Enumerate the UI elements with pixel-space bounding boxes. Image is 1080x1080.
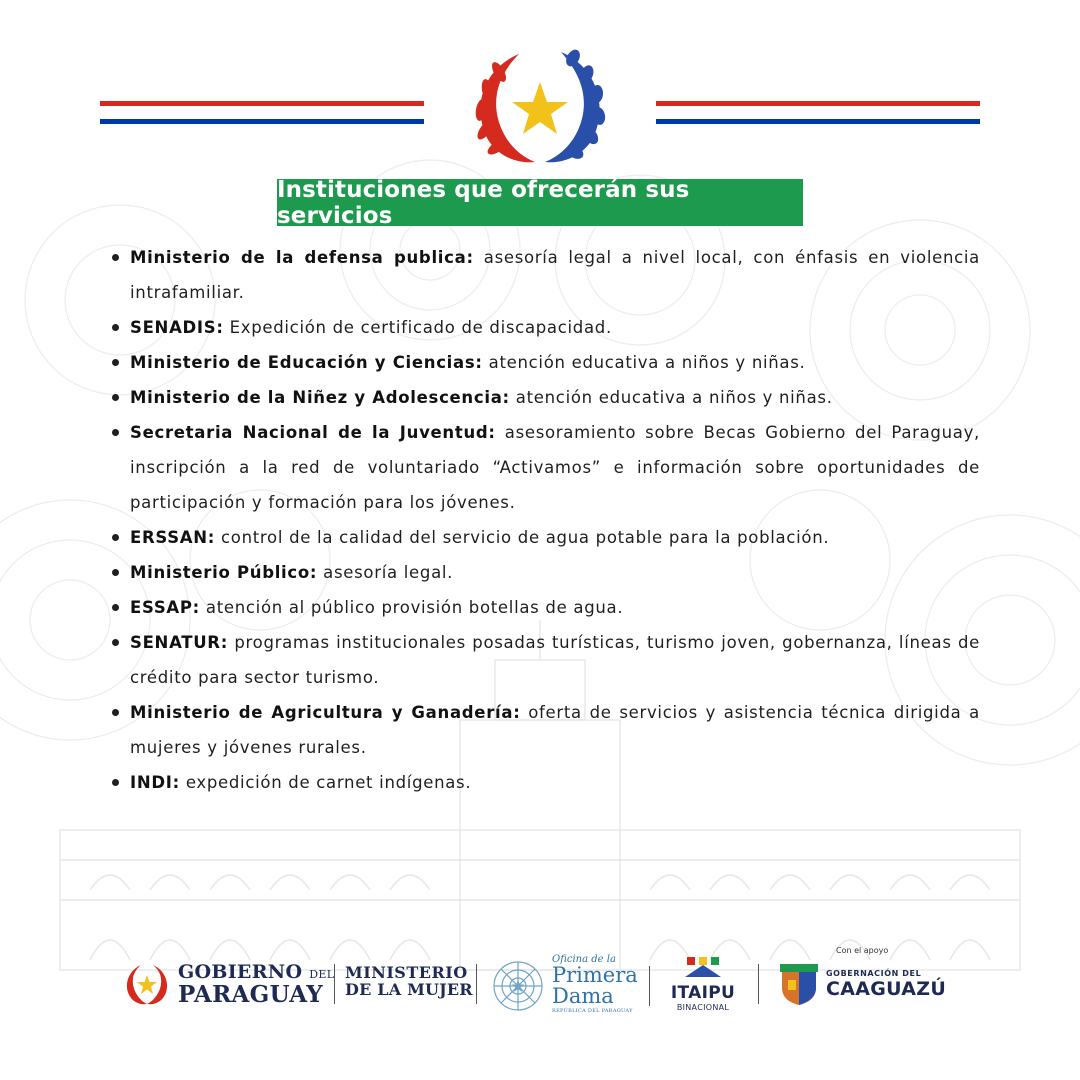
caa-top: GOBERNACIÓN DEL	[826, 969, 922, 978]
list-item	[108, 695, 980, 765]
list-item	[108, 415, 980, 520]
list-item	[108, 625, 980, 695]
ministerio-line1: MINISTERIO	[345, 963, 468, 982]
stripe-left-blue	[100, 119, 424, 124]
service-description: asesoramiento sobre Becas Gobierno del Paraguay, inscripción a la red de voluntariado “Activamos” e información sobre oportunidades de participación y formación para los jóvenes.	[130, 423, 980, 512]
itaipu-logo	[665, 955, 741, 1012]
logo-separator	[649, 966, 650, 1006]
service-description: atención al público provisión botellas de agua.	[199, 598, 624, 617]
org-name: ESSAP:	[130, 598, 200, 617]
service-description: atención educativa a niños y niñas.	[482, 353, 806, 372]
gobierno-line1: GOBIERNO	[178, 961, 303, 983]
itaipu-sub: BINACIONAL	[676, 1003, 730, 1012]
org-name: SENADIS:	[130, 318, 224, 337]
itaipu-name: ITAIPU	[670, 983, 736, 1003]
list-item	[108, 520, 980, 555]
services-list	[108, 240, 980, 800]
list-item	[108, 310, 980, 345]
pd-line1: Primera	[552, 963, 638, 987]
org-name: ERSSAN:	[130, 528, 216, 547]
gobernacion-caaguazu-logo	[826, 970, 946, 999]
org-name: Ministerio de la Niñez y Adolescencia:	[130, 388, 510, 407]
list-item	[108, 240, 980, 310]
stripe-left-red	[100, 101, 424, 106]
list-item	[108, 555, 980, 590]
service-description: Expedición de certificado de discapacidad.	[223, 318, 612, 337]
service-description: programas institucionales posadas turísticas, turismo joven, gobernanza, líneas de crédito para sector turismo.	[130, 633, 980, 687]
org-name: Ministerio de la defensa publica:	[130, 248, 474, 267]
service-description: oferta de servicios y asistencia técnica dirigida a mujeres y jóvenes rurales.	[130, 703, 980, 757]
gobierno-line2: PARAGUAY	[178, 981, 323, 1008]
org-name: Secretaria Nacional de la Juventud:	[130, 423, 496, 442]
ministerio-mujer-logo	[345, 965, 473, 999]
stripe-right-blue	[656, 119, 980, 124]
itaipu-squares-icon	[681, 955, 725, 977]
primera-dama-emblem-icon	[490, 958, 546, 1014]
org-name: Ministerio de Agricultura y Ganadería:	[130, 703, 521, 722]
section-heading: Instituciones que ofrecerán sus servicios	[277, 179, 803, 226]
primera-dama-logo	[552, 955, 638, 1014]
service-description: asesoría legal.	[317, 563, 454, 582]
caaguazu-shield-icon	[776, 962, 822, 1006]
list-item	[108, 765, 980, 800]
org-name: INDI:	[130, 773, 180, 792]
pd-line2: Dama	[552, 984, 614, 1008]
org-name: Ministerio de Educación y Ciencias:	[130, 353, 483, 372]
service-description: control de la calidad del servicio de agua potable para la población.	[215, 528, 830, 547]
list-item	[108, 380, 980, 415]
logo-separator	[334, 964, 335, 1004]
caa-name: CAAGUAZÚ	[826, 978, 947, 1000]
star-icon	[512, 82, 568, 134]
gobierno-del-paraguay-logo	[178, 963, 334, 1006]
org-name: SENATUR:	[130, 633, 229, 652]
list-item	[108, 590, 980, 625]
service-description: atención educativa a niños y niñas.	[509, 388, 833, 407]
gobierno-emblem-icon	[123, 962, 171, 1006]
ministerio-line2: DE LA MUJER	[345, 979, 473, 999]
org-name: Ministerio Público:	[130, 563, 318, 582]
pd-sub: REPÚBLICA DEL PARAGUAY	[552, 1008, 633, 1014]
service-description: expedición de carnet indígenas.	[179, 773, 472, 792]
apoyo-label: Con el apoyo	[836, 946, 889, 955]
stripe-right-red	[656, 101, 980, 106]
logo-separator	[476, 964, 477, 1004]
gobierno-line1-small: DEL	[309, 968, 335, 981]
service-description: asesoría legal a nivel local, con énfasis en violencia intrafamiliar.	[130, 248, 980, 302]
logo-separator	[758, 964, 759, 1004]
list-item	[108, 345, 980, 380]
pd-top: Oficina de la	[552, 954, 616, 965]
national-emblem-icon	[467, 44, 613, 174]
